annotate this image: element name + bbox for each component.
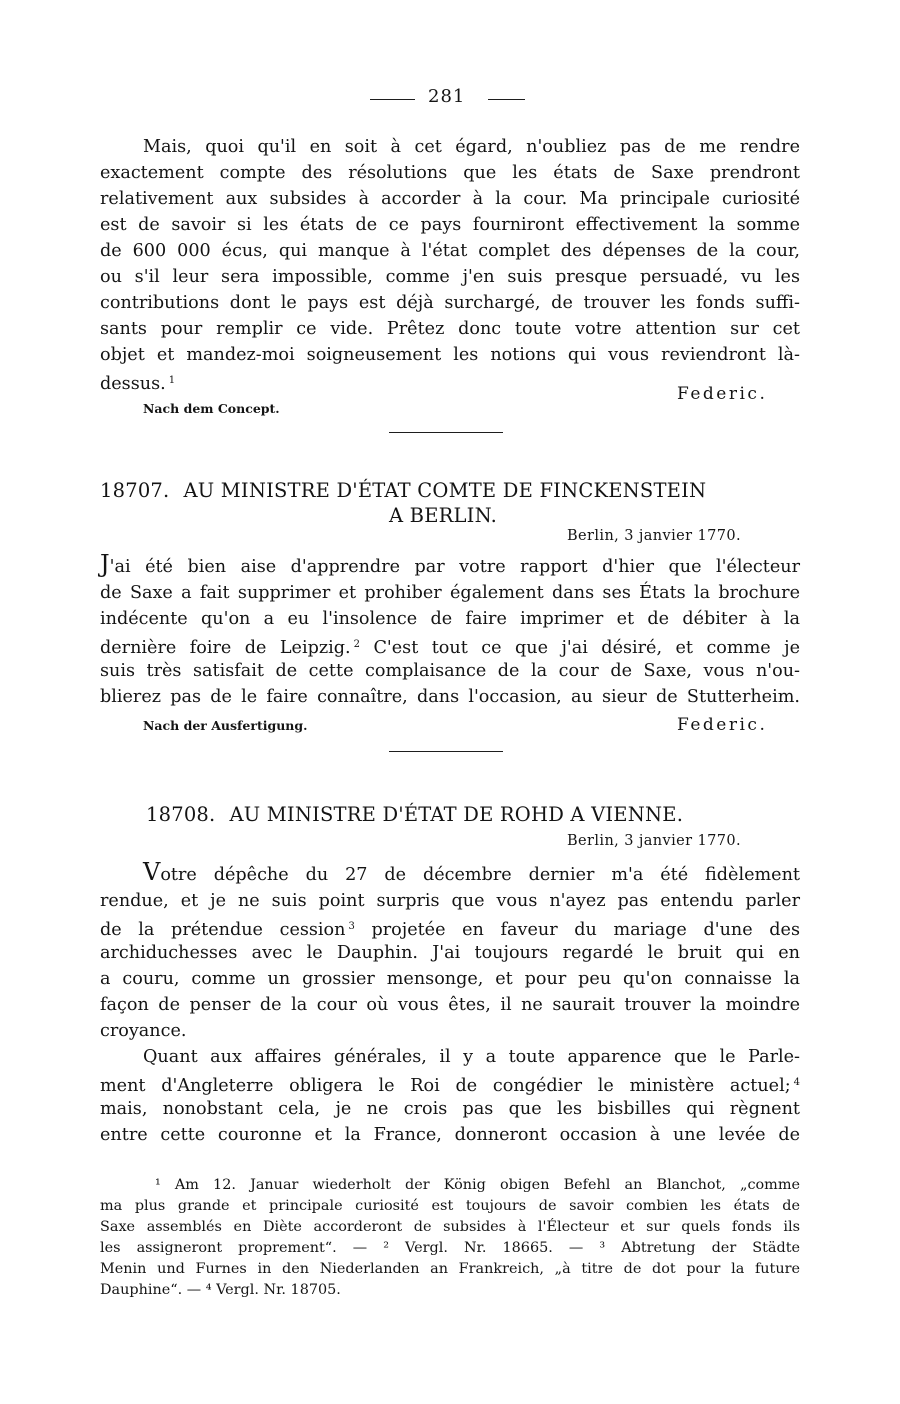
text-line-last: croyance. xyxy=(100,1021,187,1041)
signature: Federic. xyxy=(677,715,768,735)
source-note: Nach der Ausfertigung. xyxy=(143,718,308,733)
letter-heading xyxy=(100,479,790,502)
text-fragment: C'est tout ce que j'ai désiré, et comme je xyxy=(373,638,800,658)
text-line: archiduchesses avec le Dauphin. J'ai toujours regardé le bruit qui en xyxy=(100,943,800,963)
footnote-ref: 3 xyxy=(348,921,355,932)
dateline: Berlin, 3 janvier 1770. xyxy=(567,833,741,849)
footnote-ref: 4 xyxy=(793,1077,800,1088)
letter-heading xyxy=(146,803,683,826)
text-line: mais, nonobstant cela, je ne crois pas que les bisbilles qui règnent xyxy=(100,1099,800,1119)
text-line xyxy=(100,858,800,888)
text-line: indécente qu'on a eu l'insolence de faire imprimer et de débiter à la xyxy=(100,609,800,629)
footnote-line: ma plus grande et principale curiosité est toujours de savoir combien les états de xyxy=(100,1198,800,1214)
text-fragment: 'ai été bien aise d'apprendre par votre rapport d'hier que l'électeur xyxy=(109,557,800,577)
text-line xyxy=(100,914,800,943)
text-fragment: dessus. xyxy=(100,374,166,394)
footnote-ref: 2 xyxy=(353,639,360,650)
letter-heading-text: AU MINISTRE D'ÉTAT DE ROHD A VIENNE. xyxy=(229,803,684,826)
text-fragment: projetée en faveur du mariage d'une des xyxy=(371,920,800,940)
text-line: Quant aux affaires générales, il y a toute apparence que le Parle- xyxy=(143,1047,800,1067)
text-line: entre cette couronne et la France, donneront occasion à une levée de xyxy=(100,1125,800,1145)
letter-heading-text: AU MINISTRE D'ÉTAT COMTE DE FINCKENSTEIN xyxy=(183,479,707,502)
text-line: relativement aux subsides à accorder à la cour. Ma principale curiosité xyxy=(100,189,800,209)
text-line: Mais, quoi qu'il en soit à cet égard, n'oubliez pas de me rendre xyxy=(143,137,800,157)
letter-number: 18708. xyxy=(146,803,216,826)
header-rule-right xyxy=(488,99,525,100)
text-fragment: ment d'Angleterre obligera le Roi de congédier le ministère actuel; xyxy=(100,1076,791,1096)
section-divider xyxy=(389,432,503,433)
text-line: a couru, comme un grossier mensonge, et pour peu qu'on connaisse la xyxy=(100,969,800,989)
text-line: suis très satisfait de cette complaisance de la cour de Saxe, vous n'ou- xyxy=(100,661,800,681)
signature: Federic. xyxy=(677,384,768,404)
text-line: exactement compte des résolutions que les états de Saxe prendront xyxy=(100,163,800,183)
text-line: de Saxe a fait supprimer et prohiber également dans ses États la brochure xyxy=(100,583,800,603)
footnote-line: ¹ Am 12. Januar wiederholt der König obigen Befehl an Blanchot, „comme xyxy=(155,1177,800,1193)
footnote-line: les assigneront proprement“. — ² Vergl. Nr. 18665. — ³ Abtretung der Städte xyxy=(100,1240,800,1256)
footnote-ref: 1 xyxy=(168,375,176,386)
text-line: rendue, et je ne suis point surpris que vous n'ayez pas entendu parler xyxy=(100,891,800,911)
initial-letter: J xyxy=(100,550,110,578)
page-number: 281 xyxy=(428,86,466,107)
text-fragment: de la prétendue cession xyxy=(100,920,346,940)
footnote-line: Menin und Furnes in den Niederlanden an Frankreich, „à titre de dot pour la future xyxy=(100,1261,800,1277)
text-line: est de savoir si les états de ce pays fourniront effectivement la somme xyxy=(100,215,800,235)
text-line: ou s'il leur sera impossible, comme j'en suis presque persuadé, vu les xyxy=(100,267,800,287)
text-line: contributions dont le pays est déjà surchargé, de trouver les fonds suffi- xyxy=(100,293,800,313)
footnote-line-last: Dauphine“. — ⁴ Vergl. Nr. 18705. xyxy=(100,1282,341,1298)
text-line: sants pour remplir ce vide. Prêtez donc toute votre attention sur cet xyxy=(100,319,800,339)
text-line xyxy=(100,550,800,580)
letter-number: 18707. xyxy=(100,479,170,502)
letter-heading-line2: A BERLIN. xyxy=(389,504,497,527)
text-fragment: otre dépêche du 27 de décembre dernier m'a été fidèlement xyxy=(160,865,800,885)
text-line xyxy=(100,632,800,661)
text-line xyxy=(100,1070,800,1099)
section-divider xyxy=(389,751,503,752)
text-line: blierez pas de le faire connaître, dans l'occasion, au sieur de Stutterheim. xyxy=(100,687,800,707)
text-line: de 600 000 écus, qui manque à l'état complet des dépenses de la cour, xyxy=(100,241,800,261)
source-note: Nach dem Concept. xyxy=(143,401,280,416)
header-rule-left xyxy=(370,99,415,100)
text-fragment: dernière foire de Leipzig. xyxy=(100,638,351,658)
text-line-last xyxy=(100,368,175,397)
dateline: Berlin, 3 janvier 1770. xyxy=(567,528,741,544)
text-line: façon de penser de la cour où vous êtes, il ne saurait trouver la moindre xyxy=(100,995,800,1015)
text-line: objet et mandez-moi soigneusement les notions qui vous reviendront là- xyxy=(100,345,800,365)
initial-letter: V xyxy=(143,858,161,886)
footnote-line: Saxe assemblés en Diète accorderont de subsides à l'Électeur et sur quels fonds ils xyxy=(100,1219,800,1235)
